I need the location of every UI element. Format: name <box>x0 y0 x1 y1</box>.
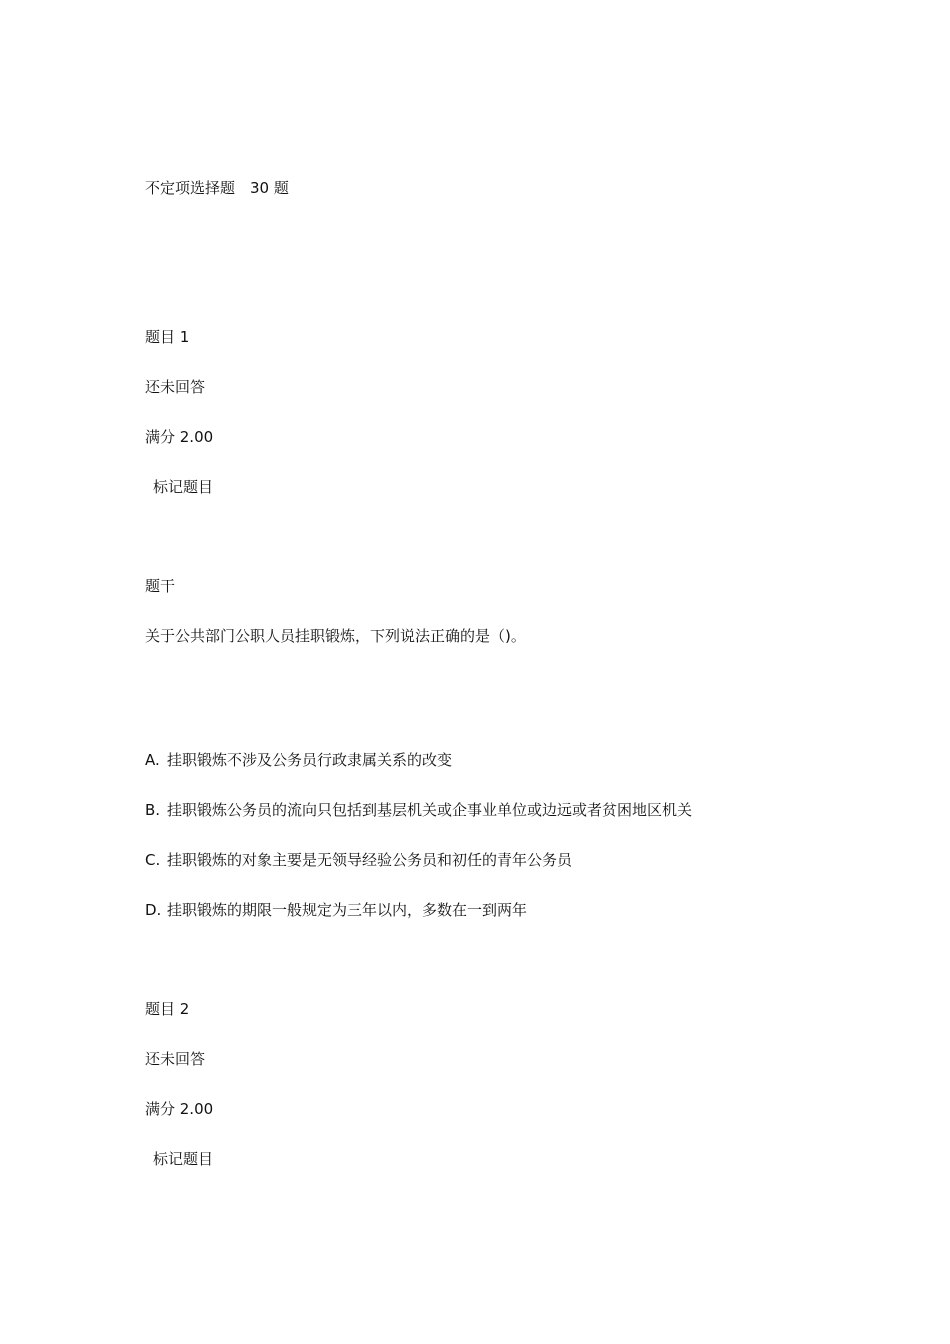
option-text: 挂职锻炼不涉及公务员行政隶属关系的改变 <box>167 751 453 769</box>
option-letter: D. <box>145 901 162 919</box>
flag-question-link[interactable]: 标记题目 <box>153 1150 214 1168</box>
answer-option-a[interactable] <box>145 750 452 770</box>
question-status: 还未回答 <box>145 1050 206 1068</box>
section-title: 不定项选择题 30 题 <box>145 179 289 197</box>
question-score: 满分 2.00 <box>145 428 214 446</box>
answer-option-b[interactable] <box>145 800 692 820</box>
option-letter: C. <box>145 851 161 869</box>
question-stem-text: 关于公共部门公职人员挂职锻炼，下列说法正确的是（)。 <box>145 627 526 645</box>
answer-option-d[interactable] <box>145 900 527 920</box>
question-score: 满分 2.00 <box>145 1100 214 1118</box>
question-stem-label: 题干 <box>145 577 176 595</box>
option-letter: A. <box>145 751 160 769</box>
option-text: 挂职锻炼的对象主要是无领导经验公务员和初任的青年公务员 <box>167 851 573 869</box>
option-letter: B. <box>145 801 161 819</box>
option-text: 挂职锻炼公务员的流向只包括到基层机关或企事业单位或边远或者贫困地区机关 <box>167 801 693 819</box>
answer-option-c[interactable] <box>145 850 572 870</box>
question-number: 题目 1 <box>145 328 190 346</box>
question-number: 题目 2 <box>145 1000 190 1018</box>
question-status: 还未回答 <box>145 378 206 396</box>
flag-question-link[interactable]: 标记题目 <box>153 478 214 496</box>
option-text: 挂职锻炼的期限一般规定为三年以内，多数在一到两年 <box>167 901 528 919</box>
